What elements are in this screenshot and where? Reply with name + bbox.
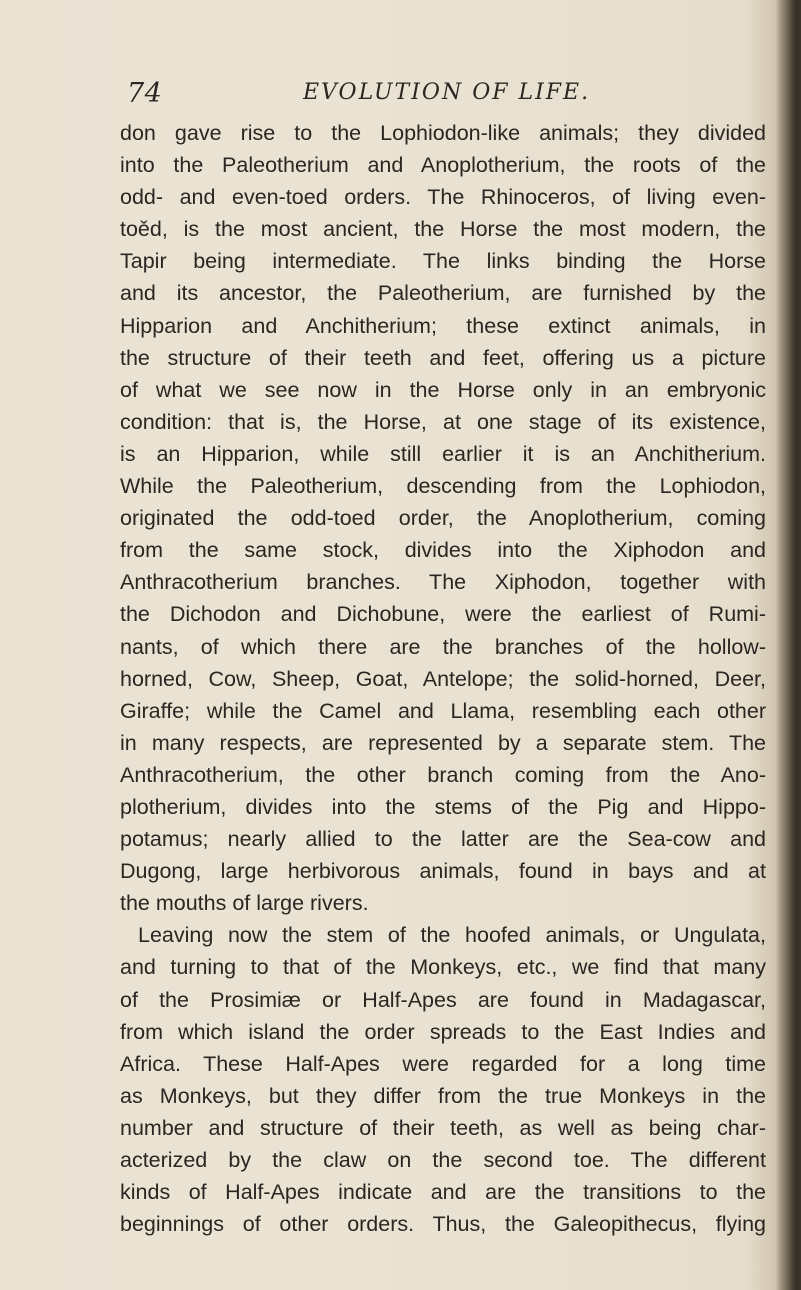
text-line: number and structure of their teeth, as well as being char- [120, 1115, 766, 1140]
text-line: acterized by the claw on the second toe. The different [120, 1148, 766, 1172]
text-line: and its ancestor, the Paleotherium, are furnished by the [120, 281, 766, 306]
text-line: as Monkeys, but they differ from the true Monkeys in the [120, 1083, 766, 1108]
text-line: the mouths of large rivers. [120, 891, 369, 916]
text-line: Anthracotherium, the other branch coming from the Ano- [120, 762, 766, 787]
text-line: Tapir being intermediate. The links binding the Horse [120, 249, 766, 274]
text-line: kinds of Half-Apes indicate and are the transitions to the [120, 1180, 766, 1205]
text-line: from the same stock, divides into the Xiphodon and [120, 538, 766, 563]
text-line: and turning to that of the Monkeys, etc., we find that many [120, 955, 766, 980]
text-line: horned, Cow, Sheep, Goat, Antelope; the solid-horned, Deer, [120, 666, 766, 691]
page-edge-shadow [775, 0, 801, 1290]
page-number: 74 [127, 78, 163, 109]
text-line: the structure of their teeth and feet, offering us a picture [120, 345, 766, 370]
text-line: beginnings of other orders. Thus, the Galeopithecus, flying [120, 1212, 766, 1237]
text-line: don gave rise to the Lophiodon-like animals; they divided [120, 121, 766, 145]
text-line: into the Paleotherium and Anoplotherium, the roots of the [120, 153, 766, 178]
running-head: EVOLUTION OF LIFE. [303, 80, 591, 105]
text-line: Anthracotherium branches. The Xiphodon, together with [120, 570, 766, 595]
text-line: plotherium, divides into the stems of the Pig and Hippo- [120, 794, 766, 819]
text-line: odd- and even-toed orders. The Rhinoceros, of living even- [120, 185, 766, 210]
text-line: of the Prosimiæ or Half-Apes are found in Madagascar, [120, 987, 766, 1012]
text-line: Africa. These Half-Apes were regarded for a long time [120, 1051, 766, 1076]
text-line: nants, of which there are the branches of the hollow- [120, 634, 766, 659]
text-line: Dugong, large herbivorous animals, found in bays and at [120, 859, 766, 884]
text-line: toěd, is the most ancient, the Horse the most modern, the [120, 217, 766, 242]
text-line: from which island the order spreads to the East Indies and [120, 1019, 766, 1044]
text-line: Hipparion and Anchitherium; these extinct animals, in [120, 313, 766, 338]
text-line: condition: that is, the Horse, at one stage of its existence, [120, 409, 766, 434]
text-line: potamus; nearly allied to the latter are the Sea-cow and [120, 827, 766, 852]
text-line: of what we see now in the Horse only in an embryonic [120, 377, 766, 402]
text-line: is an Hipparion, while still earlier it is an Anchitherium. [120, 441, 766, 466]
page-header [127, 78, 767, 118]
text-line: Giraffe; while the Camel and Llama, resembling each other [120, 698, 766, 723]
text-line: Leaving now the stem of the hoofed animals, or Ungulata, [138, 923, 766, 948]
text-line: originated the odd-toed order, the Anoplotherium, coming [120, 506, 766, 531]
text-line: the Dichodon and Dichobune, were the earliest of Rumi- [120, 602, 766, 627]
text-line: While the Paleotherium, descending from the Lophiodon, [120, 474, 766, 499]
body-text [120, 117, 766, 1240]
text-line: in many respects, are represented by a separate stem. The [120, 730, 766, 755]
